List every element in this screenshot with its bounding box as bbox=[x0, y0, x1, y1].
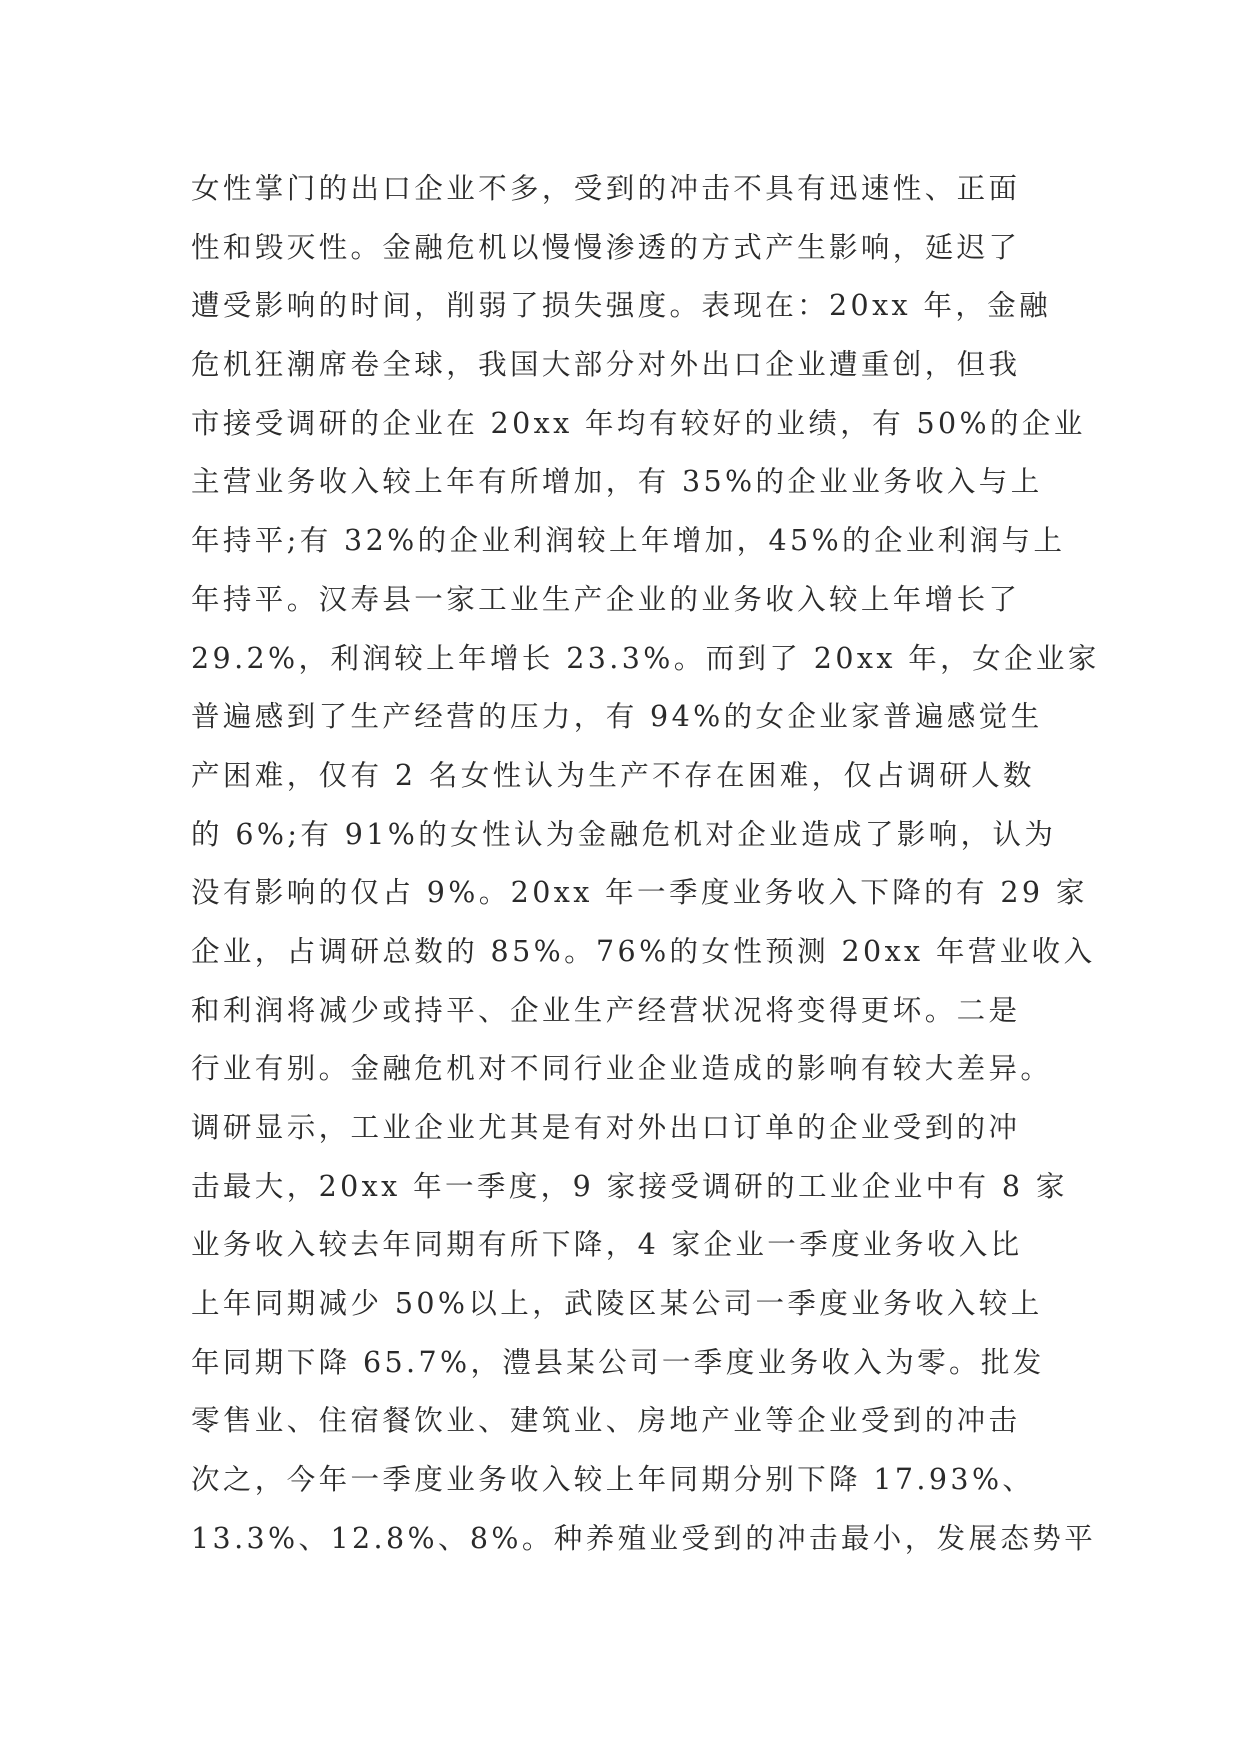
text-line-14: 企业，占调研总数的 85%。76%的女性预测 20xx 年营业收入 bbox=[191, 934, 1096, 968]
text-line-18: 击最大，20xx 年一季度，9 家接受调研的工业企业中有 8 家 bbox=[191, 1169, 1068, 1203]
text-line-22: 零售业、住宿餐饮业、建筑业、房地产业等企业受到的冲击 bbox=[191, 1404, 1021, 1438]
text-line-24: 13.3%、12.8%、8%。种养殖业受到的冲击最小，发展态势平 bbox=[191, 1521, 1097, 1555]
text-line-2: 性和毁灭性。金融危机以慢慢渗透的方式产生影响，延迟了 bbox=[191, 230, 1021, 264]
text-line-17: 调研显示，工业企业尤其是有对外出口订单的企业受到的冲 bbox=[191, 1111, 1021, 1144]
text-line-1: 女性掌门的出口企业不多，受到的冲击不具有迅速性、正面 bbox=[191, 172, 1021, 205]
text-line-23: 次之，今年一季度业务收入较上年同期分别下降 17.93%、 bbox=[191, 1463, 1035, 1497]
text-line-21: 年同期下降 65.7%，澧县某公司一季度业务收入为零。批发 bbox=[191, 1345, 1045, 1379]
text-line-15: 和利润将减少或持平、企业生产经营状况将变得更坏。二是 bbox=[191, 993, 1021, 1027]
text-line-3: 遭受影响的时间，削弱了损失强度。表现在：20xx 年，金融 bbox=[191, 289, 1052, 323]
text-line-6: 主营业务收入较上年有所增加，有 35%的企业业务收入与上 bbox=[191, 465, 1043, 499]
text-line-9: 29.2%，利润较上年增长 23.3%。而到了 20xx 年，女企业家 bbox=[191, 641, 1100, 675]
body-paragraph bbox=[191, 160, 1100, 1569]
text-line-19: 业务收入较去年同期有所下降，4 家企业一季度业务收入比 bbox=[191, 1228, 1023, 1262]
text-line-13: 没有影响的仅占 9%。20xx 年一季度业务收入下降的有 29 家 bbox=[191, 876, 1088, 910]
text-line-11: 产困难，仅有 2 名女性认为生产不存在困难，仅占调研人数 bbox=[191, 758, 1035, 792]
text-line-10: 普遍感到了生产经营的压力，有 94%的女企业家普遍感觉生 bbox=[191, 700, 1043, 734]
text-line-20: 上年同期减少 50%以上，武陵区某公司一季度业务收入较上 bbox=[191, 1287, 1043, 1321]
text-line-8: 年持平。汉寿县一家工业生产企业的业务收入较上年增长了 bbox=[191, 582, 1021, 616]
text-line-5: 市接受调研的企业在 20xx 年均有较好的业绩，有 50%的企业 bbox=[191, 406, 1086, 440]
text-line-16: 行业有别。金融危机对不同行业企业造成的影响有较大差异。 bbox=[191, 1052, 1053, 1086]
text-line-7: 年持平;有 32%的企业利润较上年增加，45%的企业利润与上 bbox=[191, 524, 1066, 558]
text-line-4: 危机狂潮席卷全球，我国大部分对外出口企业遭重创，但我 bbox=[191, 348, 1021, 382]
text-line-12: 的 6%;有 91%的女性认为金融危机对企业造成了影响，认为 bbox=[191, 817, 1057, 851]
